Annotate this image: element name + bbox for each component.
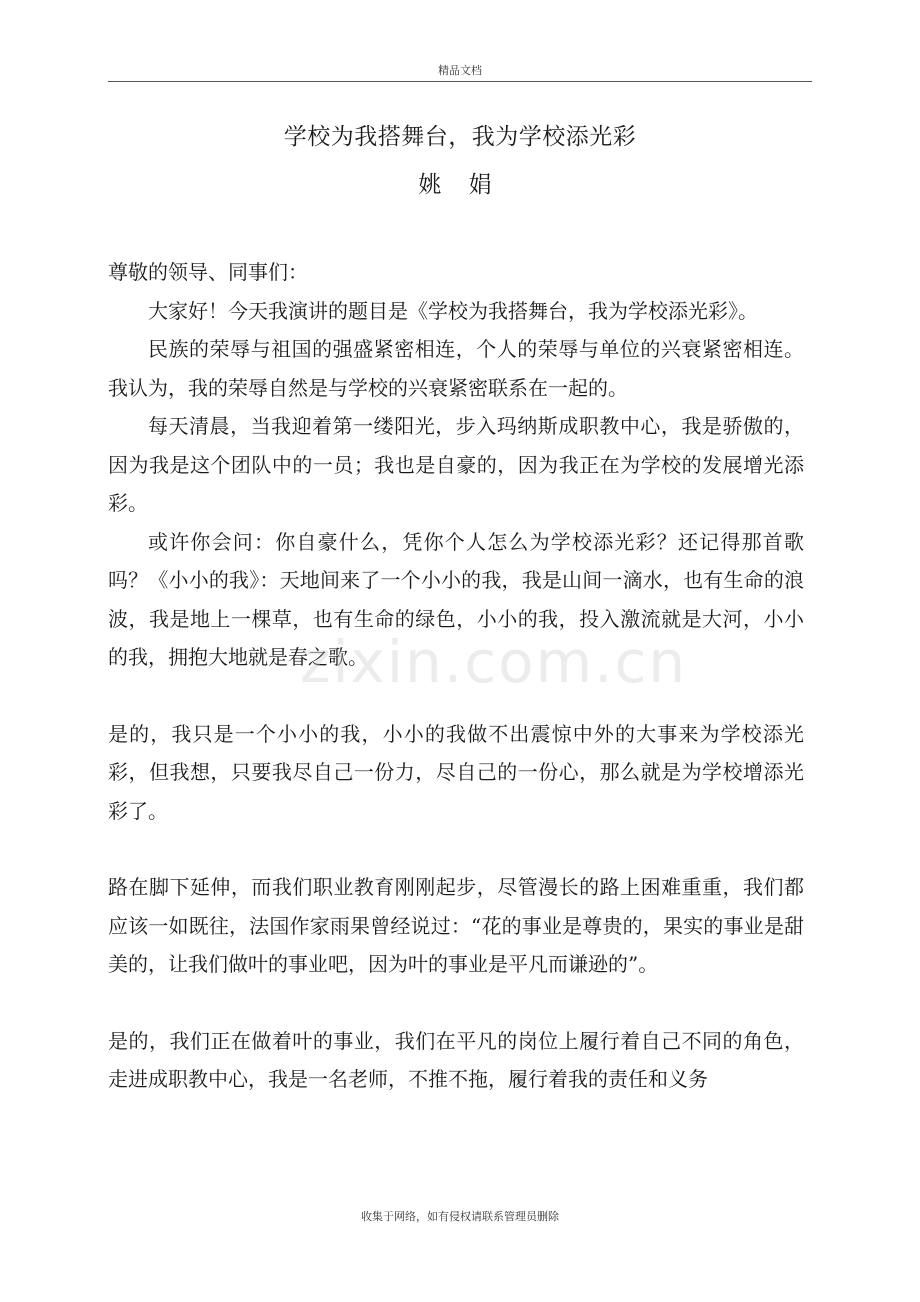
paragraph-3: 每天清晨，当我迎着第一缕阳光，步入玛纳斯成职教中心，我是骄傲的，因为我是这个团队中的一员；我也是自豪的，因为我正在为学校的发展增光添彩。 bbox=[108, 414, 804, 515]
document-title: 学校为我搭舞台，我为学校添光彩 bbox=[283, 124, 637, 150]
paragraph-1: 大家好！今天我演讲的题目是《学校为我搭舞台，我为学校添光彩》。 bbox=[148, 298, 758, 323]
document-body bbox=[108, 253, 804, 1099]
page-header: 精品文档 bbox=[438, 64, 482, 77]
paragraph-7: 是的，我们正在做着叶的事业，我们在平凡的岗位上履行着自己不同的角色，走进成职教中心，我是一名老师，不推不拖，履行着我的责任和义务 bbox=[108, 1028, 804, 1091]
header-divider bbox=[108, 81, 812, 82]
page-footer: 收集于网络，如有侵权请联系管理员删除 bbox=[361, 1210, 559, 1223]
salutation: 尊敬的领导、同事们： bbox=[108, 260, 308, 284]
watermark: zixin.com.cn bbox=[300, 628, 688, 696]
paragraph-6: 路在脚下延伸，而我们职业教育刚刚起步，尽管漫长的路上困难重重，我们都应该一如既往，法国作家雨果曾经说过：“花的事业是尊贵的，果实的事业是甜美的，让我们做叶的事业吧，因为叶的事业是平凡而谦逊的”。 bbox=[108, 875, 804, 976]
paragraph-2: 民族的荣辱与祖国的强盛紧密相连，个人的荣辱与单位的兴衰紧密相连。我认为，我的荣辱自然是与学校的兴衰紧密联系在一起的。 bbox=[108, 337, 804, 400]
document-author: 姚 娟 bbox=[418, 172, 502, 198]
paragraph-5: 是的，我只是一个小小的我，小小的我做不出震惊中外的大事来为学校添光彩，但我想，只要我尽自己一份力，尽自己的一份心，那么就是为学校增添光彩了。 bbox=[108, 721, 804, 823]
paragraph-4: 或许你会问：你自豪什么，凭你个人怎么为学校添光彩？还记得那首歌吗？《小小的我》：天地间来了一个小小的我，我是山间一滴水，也有生命的浪波，我是地上一棵草，也有生命的绿色，小小的我，投入激流就是大河，小小的我，拥抱大地就是春之歌。 bbox=[108, 529, 804, 669]
